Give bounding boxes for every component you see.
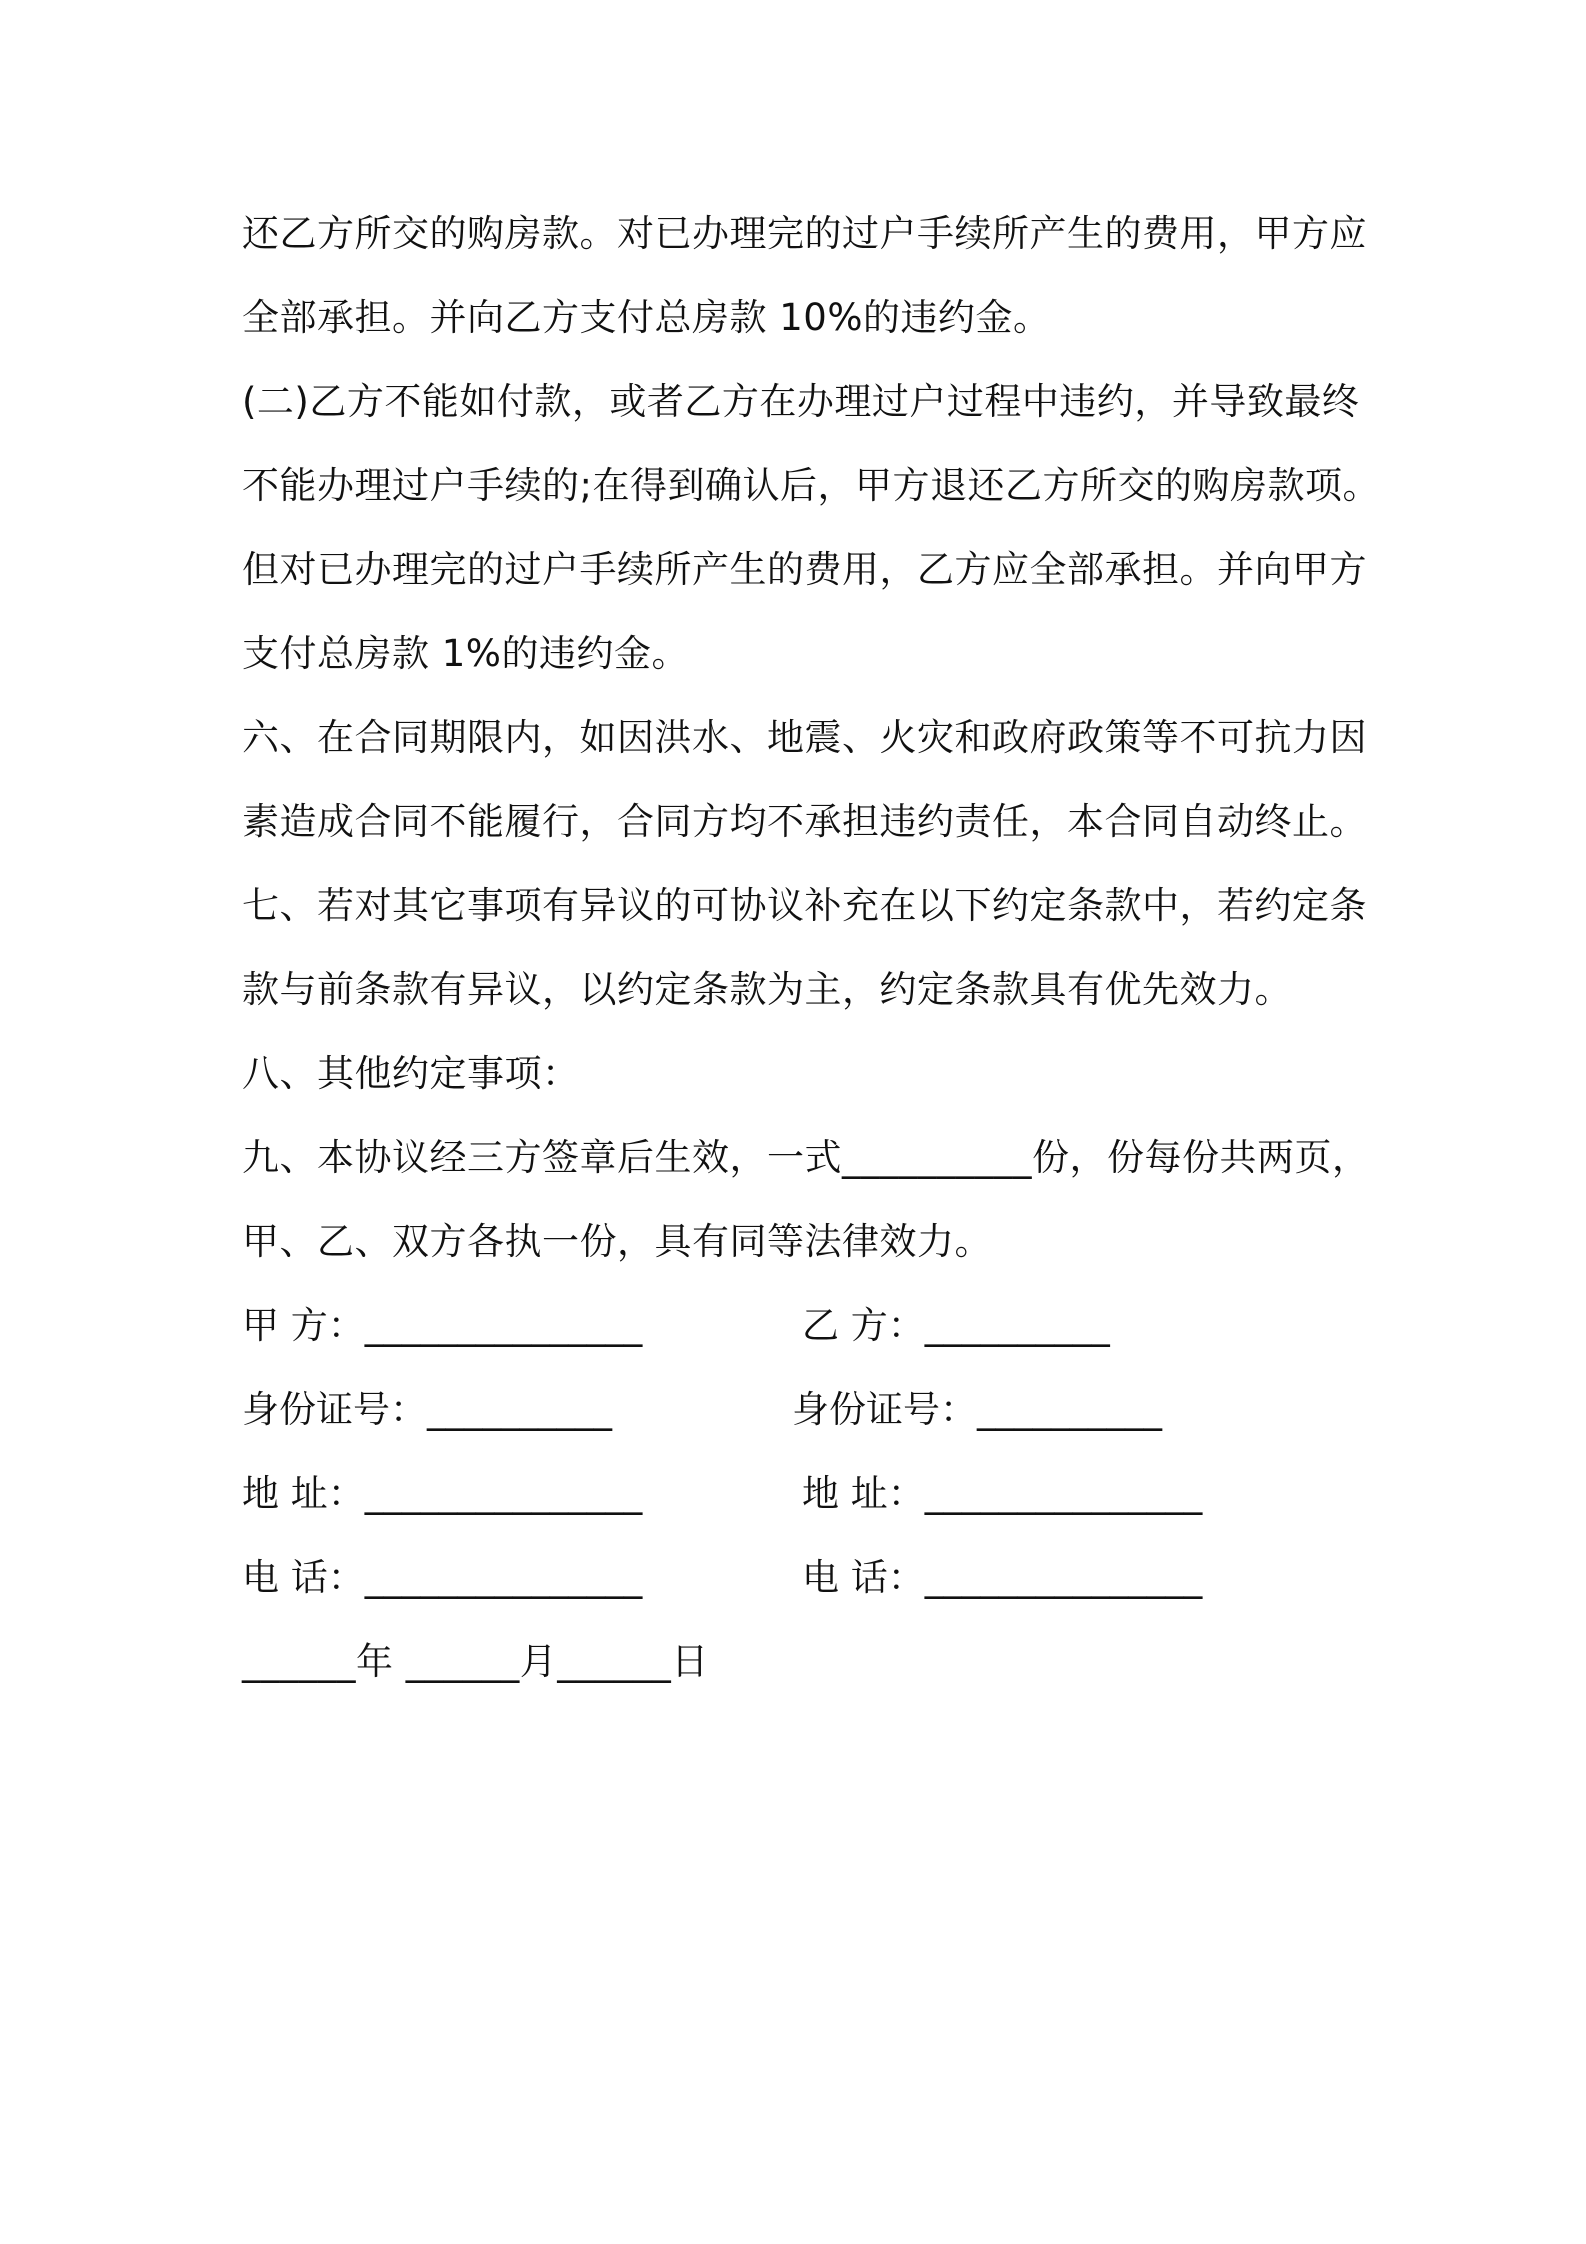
paragraph-line: 款与前条款有异议，以约定条款为主，约定条款具有优先效力。: [242, 968, 1292, 1011]
signature-row-id: [242, 1368, 1382, 1452]
paragraph-line: 素造成合同不能履行，合同方均不承担违约责任，本合同自动终止。: [242, 800, 1367, 843]
party-b-field: 乙 方：__________: [802, 1304, 1110, 1347]
paragraph-line: 九、本协议经三方签章后生效，一式__________份，份每份共两页，: [242, 1136, 1370, 1179]
paragraph-line: (二)乙方不能如付款，或者乙方在办理过户过程中违约，并导致最终: [242, 380, 1360, 423]
phone-b-field: 电 话：_______________: [802, 1556, 1203, 1599]
signature-row-address: [242, 1452, 1382, 1536]
paragraph-line: 还乙方所交的购房款。对已办理完的过户手续所产生的费用，甲方应: [242, 212, 1367, 255]
address-b-field: 地 址：_______________: [802, 1472, 1203, 1515]
paragraph-line: 全部承担。并向乙方支付总房款 10%的违约金。: [242, 296, 1051, 339]
paragraph-line: 甲、乙、双方各执一份，具有同等法律效力。: [242, 1220, 992, 1263]
contract-body: [242, 192, 1382, 1704]
paragraph-line: 八、其他约定事项：: [242, 1052, 580, 1095]
party-a-field: 甲 方：_______________: [242, 1304, 643, 1347]
id-a-field: 身份证号：__________: [242, 1388, 612, 1431]
address-a-field: 地 址：_______________: [242, 1472, 643, 1515]
paragraph-line: 七、若对其它事项有异议的可协议补充在以下约定条款中，若约定条: [242, 884, 1367, 927]
paragraph-line: 不能办理过户手续的;在得到确认后，甲方退还乙方所交的购房款项。: [242, 464, 1380, 507]
paragraph-line: 支付总房款 1%的违约金。: [242, 632, 689, 675]
paragraph-line: 六、在合同期限内，如因洪水、地震、火灾和政府政策等不可抗力因: [242, 716, 1367, 759]
date-line: ______年 ______月______日: [242, 1640, 709, 1683]
signature-row-party: [242, 1284, 1382, 1368]
paragraph-line: 但对已办理完的过户手续所产生的费用，乙方应全部承担。并向甲方: [242, 548, 1367, 591]
phone-a-field: 电 话：_______________: [242, 1556, 643, 1599]
id-b-field: 身份证号：__________: [792, 1388, 1162, 1431]
signature-row-phone: [242, 1536, 1382, 1620]
